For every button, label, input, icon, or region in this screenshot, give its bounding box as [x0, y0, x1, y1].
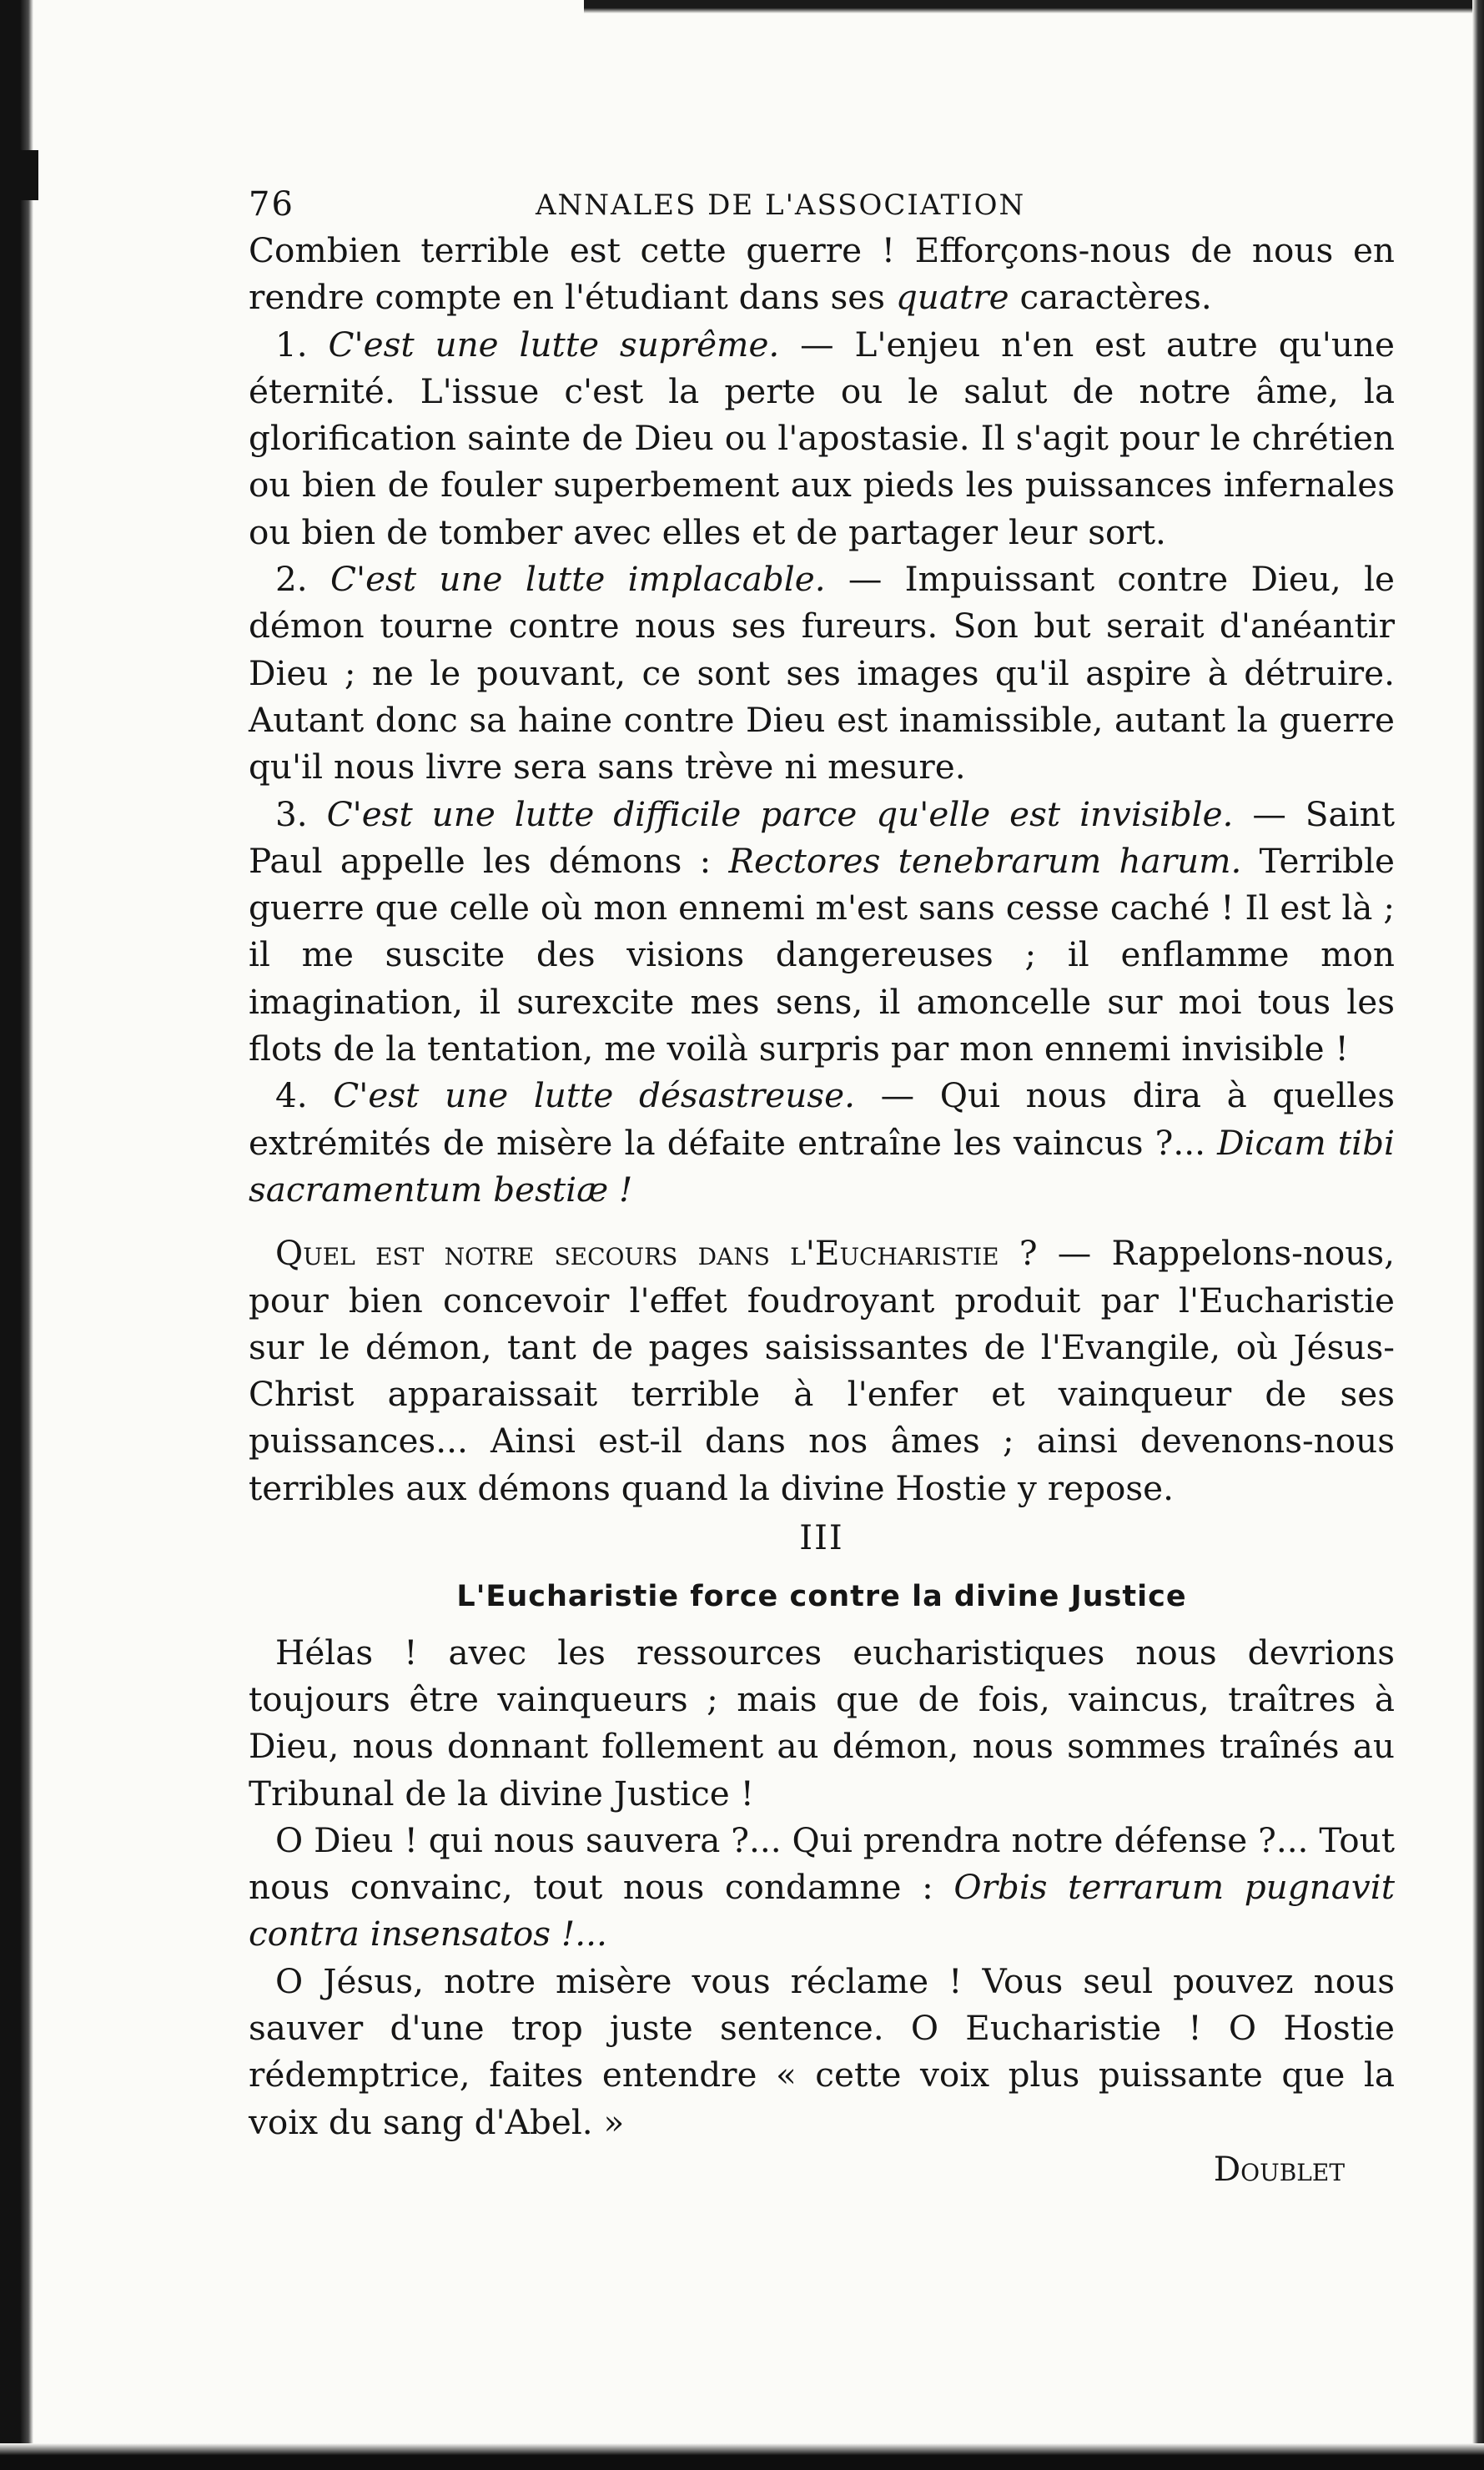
intro-paragraph [249, 227, 1395, 321]
section-heading: L'Eucharistie force contre la divine Justice [456, 1580, 1187, 1614]
secours-heading: Quel est notre secours dans l'Eucharistie ? [275, 1233, 1038, 1274]
item-text: — Saint Paul appelle les démons : [249, 793, 1396, 881]
item-number: 2. [275, 559, 308, 600]
item-title: C'est une lutte difficile parce qu'elle est invisible. [326, 793, 1234, 834]
scan-shadow-right [1472, 0, 1484, 2470]
book-page [249, 185, 1395, 2192]
page-number: 76 [249, 185, 294, 224]
item-number: 3. [275, 793, 308, 834]
item-title: C'est une lutte implacable. [329, 559, 826, 600]
latin-quote: Dicam tibi sacramentum bestiæ ! [249, 1122, 1396, 1210]
intro-end: caractères. [1019, 277, 1212, 318]
latin-quote: Orbis terrarum pugnavit contra insensatos !... [249, 1867, 1396, 1954]
running-head [249, 185, 1395, 227]
intro-emphasis: quatre [895, 277, 1009, 318]
list-item-1 [249, 321, 1395, 556]
item-title: C'est une lutte désastreuse. [333, 1075, 855, 1116]
secours-text: — Rappelons-nous, pour bien concevoir l'effet foudroyant produit par l'Eucharistie sur le démon, tant de pages saisissantes de l'Evangile, où Jésus-Christ apparaissait terrible à l'enfer et vainqueur de ses puissances... Ainsi est-il dans nos âmes ; ainsi devenons-nous terribles aux démons quand la divine Hostie y repose. [249, 1233, 1396, 1508]
running-title: ANNALES DE L'ASSOCIATION [536, 189, 1026, 222]
item-number: 4. [275, 1075, 308, 1116]
scan-shadow-top [584, 0, 1484, 13]
justice-paragraph-3: O Jésus, notre misère vous réclame ! Vous seul pouvez nous sauver d'une trop juste sentence. O Eucharistie ! O Hostie rédemptrice, faites entendre « cette voix plus puissante que la voix du sang d'Abel. » [249, 1960, 1395, 2142]
list-item-3 [249, 791, 1395, 1073]
secours-paragraph [249, 1230, 1395, 1512]
justice-paragraph-2 [249, 1817, 1395, 1958]
signature-line [249, 2146, 1395, 2192]
scan-shadow-left [0, 0, 33, 2470]
paragraph-text: O Dieu ! qui nous sauvera ?... Qui prendra notre défense ?... Tout nous convainc, tout nous condamne : [249, 1819, 1395, 1908]
page-body [249, 227, 1395, 2192]
item-text-continued: Terrible guerre que celle où mon ennemi m'est sans cesse caché ! Il est là ; il me suscite des visions dangereuses ; il enflamme mon imagination, il surexcite mes sens, il amoncelle sur moi tous les flots de la tentation, me voilà surpris par mon ennemi invisible ! [249, 840, 1396, 1069]
list-item-4 [249, 1072, 1395, 1213]
intro-text: Combien terrible est cette guerre ! Efforçons-nous de nous en rendre compte en l'étudiant dans ses [249, 230, 1395, 318]
justice-paragraph-1: Hélas ! avec les ressources eucharistiques nous devrions toujours être vainqueurs ; mais que de fois, vaincus, traîtres à Dieu, nous donnant follement au démon, nous sommes traînés au Tribunal de la divine Justice ! [249, 1632, 1395, 1814]
scan-shadow-notch [0, 150, 38, 200]
author-signature: Doublet [1213, 2148, 1345, 2189]
scan-shadow-bottom [0, 2443, 1484, 2470]
section-number: III [799, 1519, 844, 1558]
item-number: 1. [275, 324, 308, 365]
item-text: — Impuissant contre Dieu, le démon tourne contre nous ses fureurs. Son but serait d'anéantir Dieu ; ne le pouvant, ce sont ses images qu'il aspire à détruire. Autant donc sa haine contre Dieu est inamissible, autant la guerre qu'il nous livre sera sans trève ni mesure. [249, 559, 1396, 787]
list-item-2 [249, 556, 1395, 790]
latin-quote: Rectores tenebrarum harum. [728, 840, 1242, 881]
item-text: — L'enjeu n'en est autre qu'une éternité. L'issue c'est la perte ou le salut de notre âme, la glorification sainte de Dieu ou l'apostasie. Il s'agit pour le chrétien ou bien de fouler superbement aux pieds les puissances infernales ou bien de tomber avec elles et de partager leur sort. [249, 324, 1396, 552]
item-title: C'est une lutte suprême. [328, 324, 780, 365]
item-text: — Qui nous dira à quelles extrémités de misère la défaite entraîne les vaincus ?... [249, 1075, 1396, 1163]
